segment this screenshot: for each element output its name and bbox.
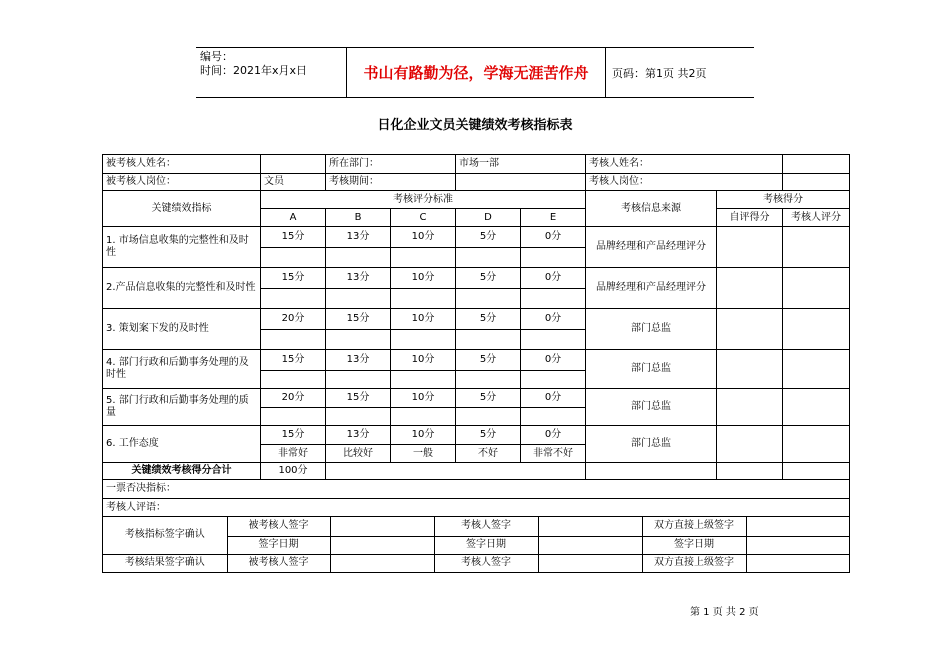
examinee-name-value: [261, 155, 326, 174]
grade-description: 不好: [456, 445, 521, 463]
reviewer-score-header: 考核人评分: [783, 209, 850, 227]
reviewer-score-cell: [783, 426, 850, 463]
period-value: [456, 174, 586, 191]
indicator-sign-label: 考核指标签字确认: [103, 517, 227, 554]
grade-score: 5分: [456, 389, 521, 408]
kpi-name: 5. 部门行政和后勤事务处理的质量: [103, 389, 261, 426]
grade-blank: [261, 408, 326, 426]
document-title: 日化企业文员关键绩效考核指标表: [377, 118, 573, 133]
reviewer-post-value: [783, 174, 850, 191]
kpi-name: 4. 部门行政和后勤事务处理的及时性: [103, 350, 261, 389]
grade-header: A: [261, 209, 326, 227]
motto: 书山有路勤为径，学海无涯苦作舟: [347, 48, 606, 97]
info-source: 品牌经理和产品经理评分: [586, 227, 717, 268]
page-number: 页码：第1页 共2页: [612, 66, 707, 80]
info-source: 品牌经理和产品经理评分: [586, 268, 717, 309]
grade-header: D: [456, 209, 521, 227]
table-row: [103, 350, 850, 371]
grade-blank: [326, 408, 391, 426]
total-source: [586, 463, 717, 480]
examinee-sign-label: 被考核人签字: [227, 554, 330, 572]
time-label: 时间：2021年x月x日: [200, 64, 308, 77]
signature-field: [746, 517, 849, 536]
grade-score: 5分: [456, 268, 521, 289]
grade-blank: [391, 289, 456, 309]
table-row: [103, 517, 849, 536]
standard-header: 考核评分标准: [261, 191, 586, 209]
table-row: [103, 174, 850, 191]
self-score-cell: [717, 350, 783, 389]
info-source: 部门总监: [586, 389, 717, 426]
grade-blank: [456, 408, 521, 426]
page-header: [196, 47, 754, 98]
grade-blank: [521, 289, 586, 309]
kpi-name: 1. 市场信息收集的完整性和及时性: [103, 227, 261, 268]
kpi-header: 关键绩效指标: [103, 191, 261, 227]
examinee-name-label: 被考核人姓名：: [103, 155, 261, 174]
sign-date-label: 签字日期: [434, 536, 538, 554]
grade-blank: [261, 248, 326, 268]
grade-score: 10分: [391, 309, 456, 330]
grade-score: 15分: [261, 426, 326, 445]
table-row: [103, 155, 850, 174]
grade-score: 0分: [521, 227, 586, 248]
superior-sign-label: 双方直接上级签字: [642, 554, 746, 572]
kpi-name: 2.产品信息收集的完整性和及时性: [103, 268, 261, 309]
grade-blank: [326, 289, 391, 309]
grade-blank: [391, 330, 456, 350]
info-source: 部门总监: [586, 309, 717, 350]
grade-blank: [261, 371, 326, 389]
grade-header: B: [326, 209, 391, 227]
grade-score: 10分: [391, 389, 456, 408]
grade-score: 5分: [456, 426, 521, 445]
self-score-cell: [717, 309, 783, 350]
veto-indicator: 一票否决指标：: [103, 480, 850, 499]
total-label: 关键绩效考核得分合计: [103, 463, 261, 480]
grade-score: 0分: [521, 268, 586, 289]
table-row: [103, 463, 850, 480]
table-row: [103, 268, 850, 289]
grade-score: 20分: [261, 309, 326, 330]
score-header: 考核得分: [717, 191, 850, 209]
total-reviewer: [783, 463, 850, 480]
examinee-post-value: 文员: [261, 174, 326, 191]
page-footer: 第 1 页 共 2 页: [690, 607, 759, 618]
reviewer-comment: 考核人评语：: [103, 499, 850, 517]
grade-blank: [391, 408, 456, 426]
signature-field: [538, 517, 642, 536]
grade-score: 0分: [521, 426, 586, 445]
signature-row: [103, 517, 850, 573]
result-sign-label: 考核结果签字确认: [103, 554, 227, 572]
reviewer-score-cell: [783, 350, 850, 389]
superior-sign-label: 双方直接上级签字: [642, 517, 746, 536]
grade-score: 13分: [326, 350, 391, 371]
date-field: [746, 536, 849, 554]
table-row: [103, 480, 850, 499]
grade-blank: [261, 330, 326, 350]
grade-score: 10分: [391, 227, 456, 248]
table-row: [103, 554, 849, 572]
reviewer-score-cell: [783, 309, 850, 350]
kpi-name: 3. 策划案下发的及时性: [103, 309, 261, 350]
sign-date-label: 签字日期: [227, 536, 330, 554]
kpi-table: [102, 154, 850, 573]
signature-field: [330, 517, 434, 536]
grade-score: 10分: [391, 268, 456, 289]
grade-score: 5分: [456, 227, 521, 248]
grade-blank: [456, 371, 521, 389]
info-source: 部门总监: [586, 426, 717, 463]
grade-score: 13分: [326, 227, 391, 248]
grade-blank: [326, 248, 391, 268]
reviewer-name-value: [783, 155, 850, 174]
reviewer-score-cell: [783, 227, 850, 268]
reviewer-name-label: 考核人姓名：: [586, 155, 783, 174]
grade-description: 一般: [391, 445, 456, 463]
reviewer-sign-label: 考核人签字: [434, 517, 538, 536]
grade-blank: [326, 330, 391, 350]
grade-score: 10分: [391, 426, 456, 445]
table-row: [103, 499, 850, 517]
reviewer-post-label: 考核人岗位：: [586, 174, 783, 191]
grade-description: 非常不好: [521, 445, 586, 463]
source-header: 考核信息来源: [586, 191, 717, 227]
self-score-cell: [717, 227, 783, 268]
sign-date-label: 签字日期: [642, 536, 746, 554]
grade-score: 20分: [261, 389, 326, 408]
date-field: [538, 536, 642, 554]
table-row: [103, 227, 850, 248]
info-source: 部门总监: [586, 350, 717, 389]
reviewer-score-cell: [783, 389, 850, 426]
grade-blank: [521, 371, 586, 389]
grade-header: E: [521, 209, 586, 227]
grade-header: C: [391, 209, 456, 227]
self-score-cell: [717, 426, 783, 463]
grade-blank: [456, 330, 521, 350]
grade-score: 15分: [261, 227, 326, 248]
table-row: [103, 309, 850, 330]
grade-blank: [391, 248, 456, 268]
grade-score: 15分: [261, 350, 326, 371]
table-row: [103, 426, 850, 445]
grade-blank: [456, 289, 521, 309]
self-score-cell: [717, 389, 783, 426]
grade-score: 0分: [521, 389, 586, 408]
grade-score: 15分: [326, 389, 391, 408]
total-blank: [326, 463, 586, 480]
table-row: [103, 191, 850, 209]
grade-score: 0分: [521, 350, 586, 371]
examinee-sign-label: 被考核人签字: [227, 517, 330, 536]
grade-score: 0分: [521, 309, 586, 330]
signature-field: [330, 554, 434, 572]
grade-description: 非常好: [261, 445, 326, 463]
kpi-name: 6. 工作态度: [103, 426, 261, 463]
header-meta: [196, 48, 347, 97]
department-value: 市场一部: [456, 155, 586, 174]
grade-description: 比较好: [326, 445, 391, 463]
table-row: [103, 389, 850, 408]
grade-score: 13分: [326, 268, 391, 289]
signature-field: [746, 554, 849, 572]
grade-blank: [456, 248, 521, 268]
grade-blank: [521, 248, 586, 268]
grade-score: 15分: [326, 309, 391, 330]
grade-blank: [391, 371, 456, 389]
signature-field: [538, 554, 642, 572]
examinee-post-label: 被考核人岗位：: [103, 174, 261, 191]
grade-score: 15分: [261, 268, 326, 289]
signature-section: [103, 517, 850, 573]
reviewer-sign-label: 考核人签字: [434, 554, 538, 572]
total-self: [717, 463, 783, 480]
grade-score: 5分: [456, 350, 521, 371]
grade-blank: [521, 408, 586, 426]
reviewer-score-cell: [783, 268, 850, 309]
grade-blank: [521, 330, 586, 350]
grade-score: 10分: [391, 350, 456, 371]
grade-score: 5分: [456, 309, 521, 330]
date-field: [330, 536, 434, 554]
grade-blank: [261, 289, 326, 309]
department-label: 所在部门：: [326, 155, 456, 174]
period-label: 考核期间：: [326, 174, 456, 191]
grade-score: 13分: [326, 426, 391, 445]
total-value: 100分: [261, 463, 326, 480]
grade-blank: [326, 371, 391, 389]
self-score-header: 自评得分: [717, 209, 783, 227]
code-label: 编号：: [200, 50, 233, 63]
self-score-cell: [717, 268, 783, 309]
